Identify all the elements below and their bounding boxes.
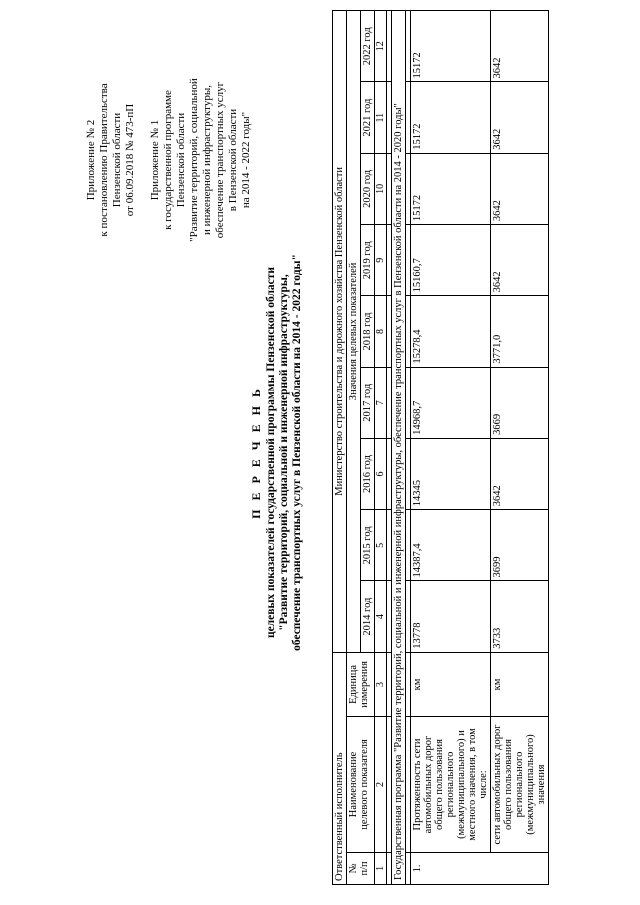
column-number: 12: [375, 11, 387, 83]
year-header: 2019 год: [361, 225, 375, 296]
indicator-value: 14968,7: [411, 367, 491, 438]
column-number: 9: [375, 225, 387, 296]
indicator-value: 15172: [411, 82, 491, 153]
appendix-line: Приложение № 1: [149, 119, 161, 201]
indicator-value: 15172: [411, 153, 491, 224]
indicator-value: 3669: [491, 367, 549, 438]
table-row: [411, 11, 491, 885]
table-row: [491, 11, 549, 885]
column-number: 5: [375, 510, 387, 581]
year-header: 2014 год: [361, 581, 375, 652]
indicator-value: 3642: [491, 82, 549, 153]
column-header-num: № п/п: [347, 852, 375, 884]
column-number: 4: [375, 581, 387, 652]
indicator-value: 3699: [491, 510, 549, 581]
appendix-line: к постановлению Правительства: [98, 83, 110, 237]
indicators-table: [332, 10, 549, 885]
heading-line: обеспечение транспортных услуг в Пензенской области на 2014 - 2022 годы": [291, 254, 303, 651]
year-header: 2016 год: [361, 438, 375, 509]
indicator-value: 3642: [491, 11, 549, 83]
column-number: 7: [375, 367, 387, 438]
indicator-value: 14387,4: [411, 510, 491, 581]
indicator-value: 3642: [491, 153, 549, 224]
indicator-value: 15160,7: [411, 225, 491, 296]
year-header: 2015 год: [361, 510, 375, 581]
column-number: 3: [375, 652, 387, 716]
year-header: 2022 год: [361, 11, 375, 83]
document-title: П Е Р Е Ч Е Н Ь: [249, 386, 263, 519]
appendix-line: к государственной программе: [162, 90, 174, 230]
heading-line: целевых показателей государственной программы Пензенской области: [265, 266, 277, 639]
appendix-line: Приложение № 2: [85, 119, 97, 201]
indicator-value: 3642: [491, 225, 549, 296]
indicator-name: сети автомобильных дорог общего пользования регионального (межмуниципального) значения: [491, 717, 549, 853]
column-header-name: Наименование целевого показателя: [347, 717, 375, 853]
year-header: 2020 год: [361, 153, 375, 224]
indicator-unit: км: [411, 652, 491, 716]
year-header: 2017 год: [361, 367, 375, 438]
indicator-value: 3771,0: [491, 296, 549, 367]
indicator-value: 3642: [491, 438, 549, 509]
appendix-line: Пензенской области: [111, 112, 123, 208]
appendix-line: от 06.09.2018 № 473-пП: [124, 103, 136, 217]
column-header-unit: Единица измерения: [347, 652, 375, 716]
column-number: 2: [375, 717, 387, 853]
appendix-line: Пензенской области: [175, 112, 187, 208]
executor-value: Министерство строительства и дорожного хозяйства Пензенской области: [333, 11, 347, 653]
indicator-value: 13778: [411, 581, 491, 652]
column-number: 11: [375, 82, 387, 153]
appendix-line: обеспечение транспортных услуг: [214, 81, 226, 239]
indicator-value: 3733: [491, 581, 549, 652]
year-header: 2018 год: [361, 296, 375, 367]
document-heading: [250, 0, 304, 905]
indicator-value: 15172: [411, 11, 491, 83]
indicator-value: 14345: [411, 438, 491, 509]
values-header: Значения целевых показателей: [347, 11, 361, 653]
column-number: 1: [375, 852, 387, 884]
year-header: 2021 год: [361, 82, 375, 153]
indicator-value: 15278,4: [411, 296, 491, 367]
column-number: 8: [375, 296, 387, 367]
appendix-line: и инженерной инфраструктуры,: [201, 85, 213, 236]
column-number: 6: [375, 438, 387, 509]
appendix-line: на 2014 - 2022 годы": [240, 111, 252, 209]
row-number: 1.: [411, 852, 549, 884]
indicator-unit: км: [491, 652, 549, 716]
column-number: 10: [375, 153, 387, 224]
executor-label: Ответственный исполнитель: [333, 652, 347, 884]
program-row: Государственная программа "Развитие территорий, социальной и инженерной инфраструктуры, обеспечение транспортных услуг в Пензенской области на 2014 - 2020 годы": [392, 11, 406, 885]
appendix-line: "Развитие территорий, социальной: [188, 78, 200, 242]
appendix-block: [85, 70, 265, 250]
heading-line: "Развитие территорий, социальной и инженерной инфраструктуры,: [278, 274, 290, 631]
indicator-name: Протяженность сети автомобильных дорог общего пользования регионального (межмуниципального) и местного значения, в том числе:: [411, 717, 491, 853]
appendix-line: в Пензенской области: [227, 108, 239, 212]
